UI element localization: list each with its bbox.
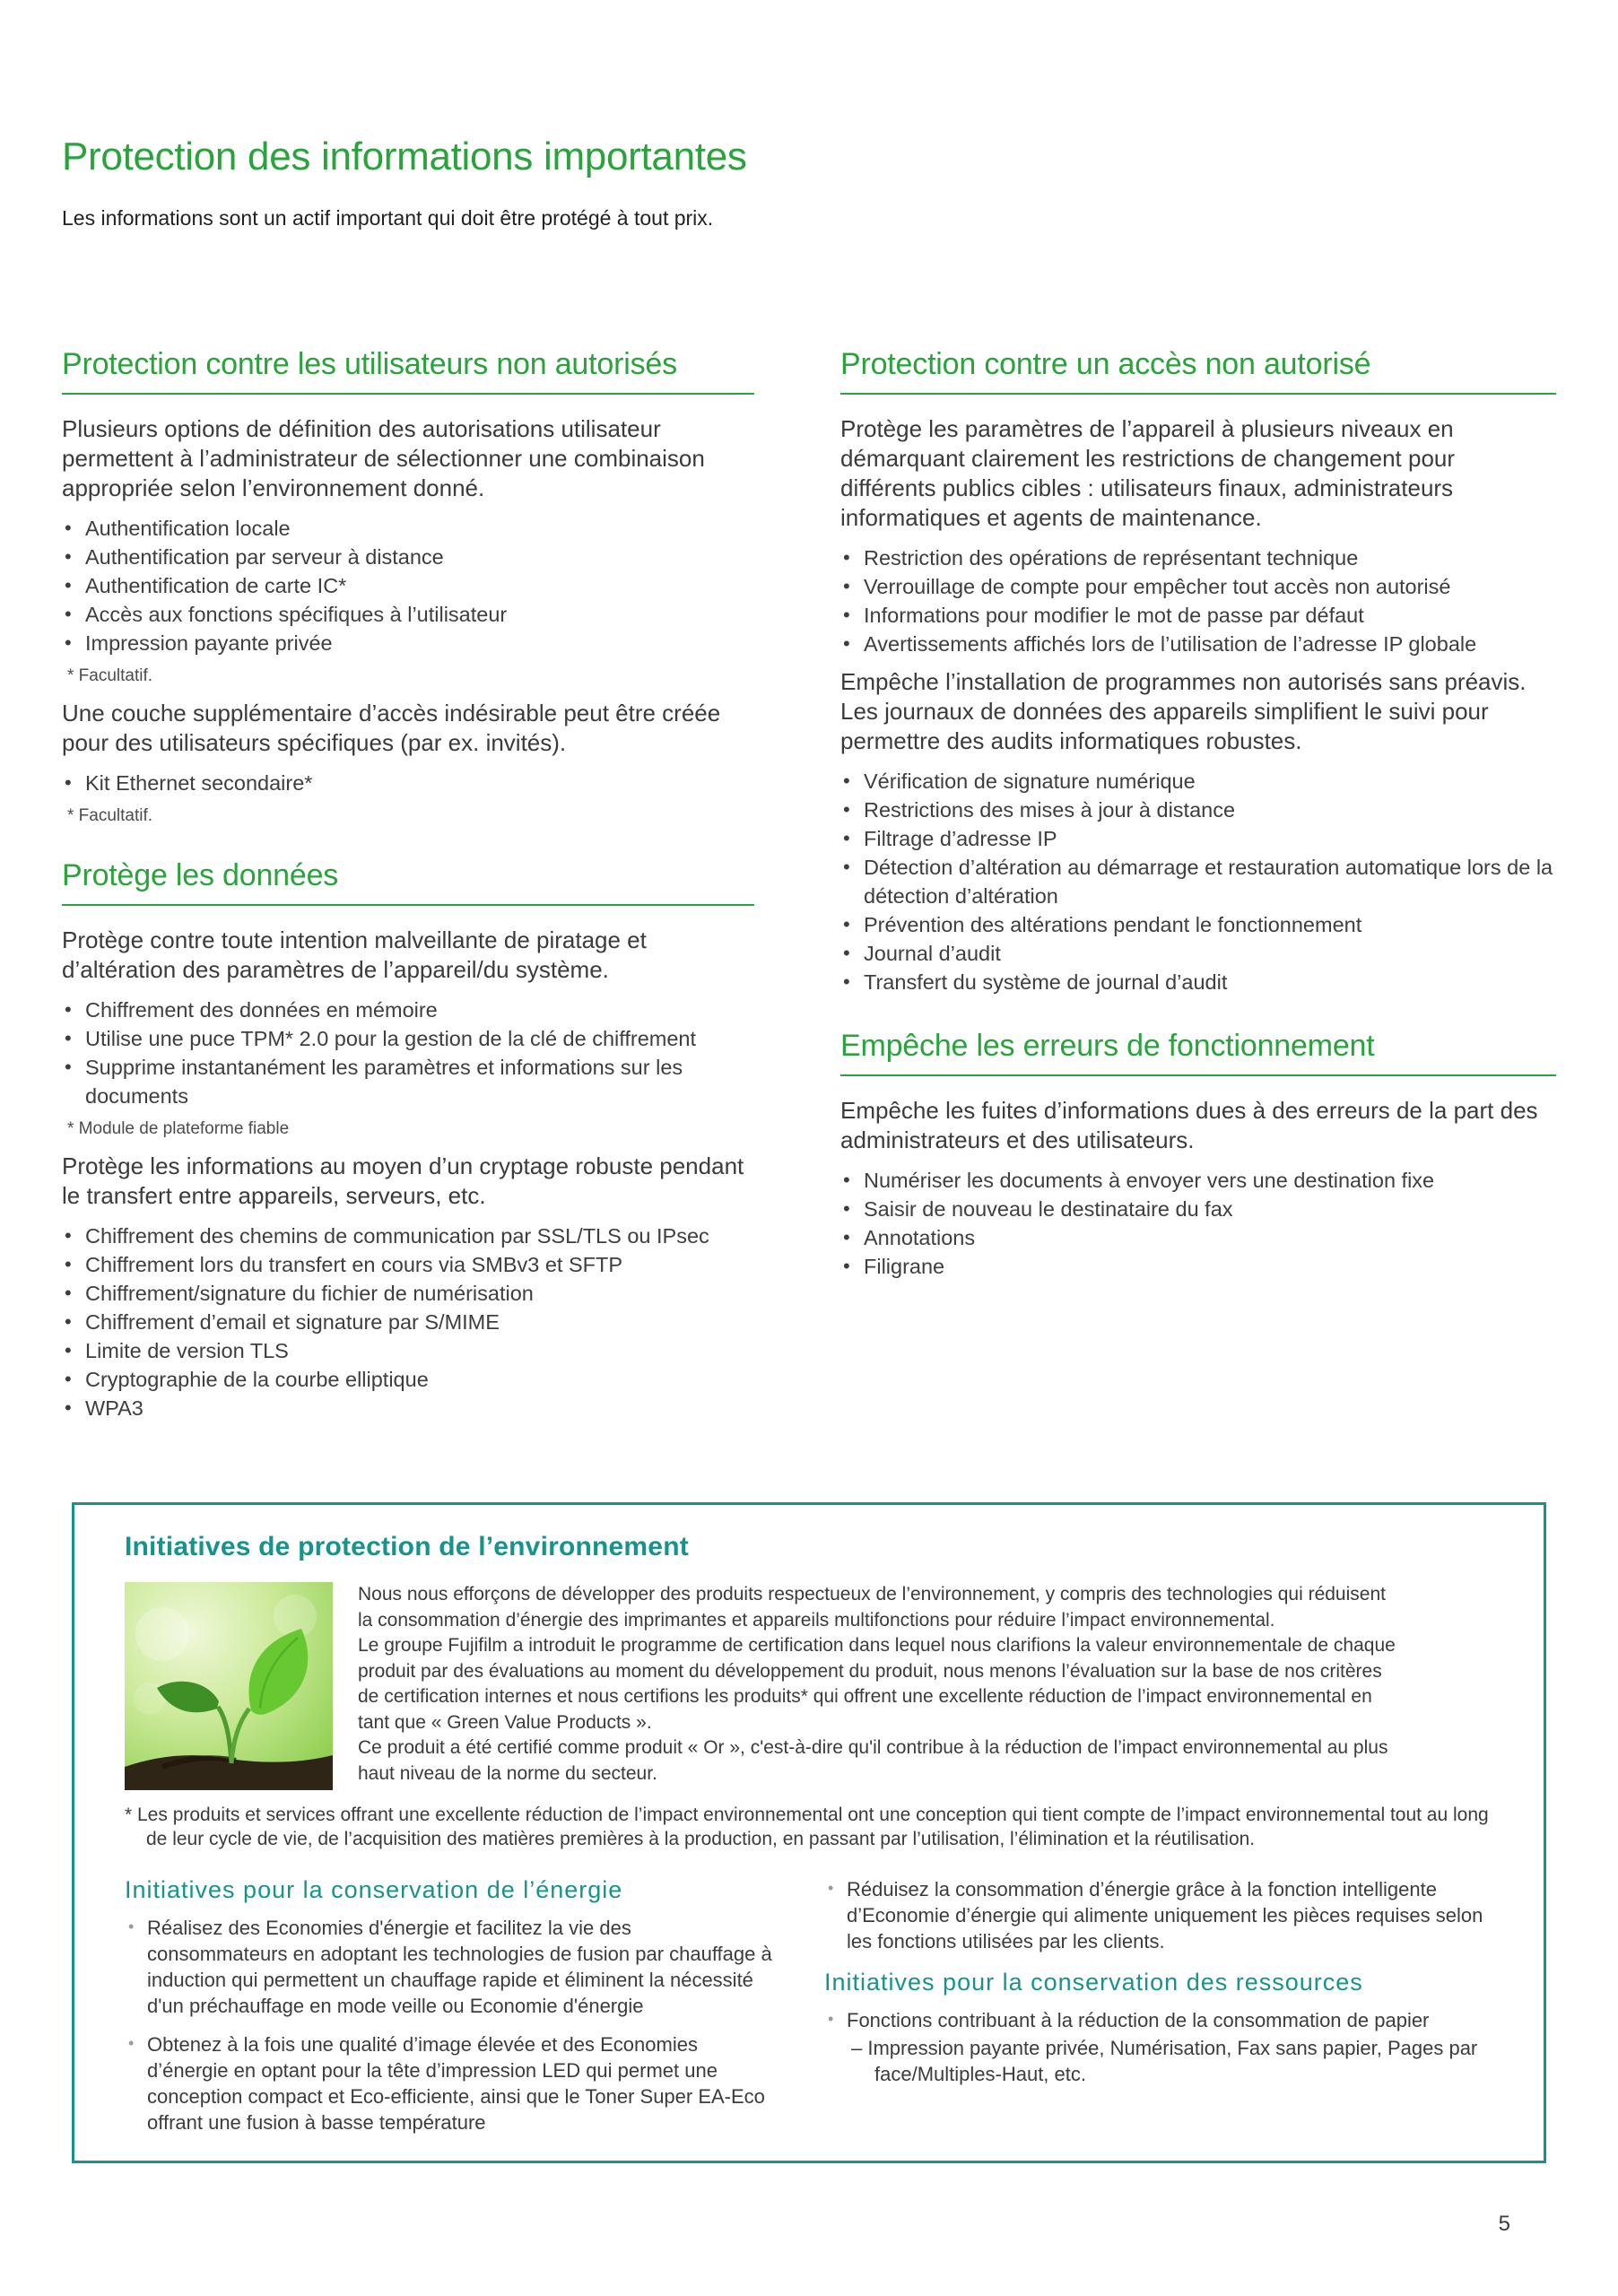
list-item: • Accès aux fonctions spécifiques à l’utilisateur (62, 600, 754, 629)
footnote: * Facultatif. (67, 806, 153, 825)
intro-paragraph: Nous nous efforçons de développer des produits respectueux de l’environnement, y compris des technologies qui réduisent la consommation d’énergie des imprimantes et appareils multifonctions pour réduire l’impact environnemental. (358, 1584, 1386, 1631)
section-protection-acces (840, 347, 1556, 996)
bullet-list (824, 2007, 1493, 2033)
list-item: • Kit Ethernet secondaire* (62, 769, 754, 797)
paragraph: Protège les informations au moyen d’un cryptage robuste pendant le transfert entre appareils, serveurs, etc. (62, 1152, 744, 1209)
list-item: • Cryptographie de la courbe elliptique (62, 1365, 754, 1394)
list-item: • Vérification de signature numérique (840, 767, 1556, 796)
bullet-list (62, 996, 754, 1110)
list-item: • Verrouillage de compte pour empêcher tout accès non autorisé (840, 572, 1556, 601)
bullet-list (840, 767, 1556, 996)
sub-list-item: – Impression payante privée, Numérisation, Fax sans papier, Pages par face/Multiples-Haut, etc. (851, 2037, 1478, 2085)
bullet-list (125, 1915, 774, 2135)
paragraph: Protège contre toute intention malveillante de piratage et d’altération des paramètres de l’appareil/du système. (62, 926, 647, 983)
list-item: • Réalisez des Economies d'énergie et facilitez la vie des consommateurs en adoptant les technologies de fusion par chauffage à induction qui permettent un chauffage rapide et éliminent la nécessité d'un préchauffage en mode veille ou Economie d'énergie (125, 1915, 774, 2019)
list-item: • Obtenez à la fois une qualité d’image élevée et des Economies d’énergie en optant pour la tête d’impression LED qui permet une conception compact et Eco-efficiente, ainsi que le Toner Super EA-Eco offrant une fusion à basse température (125, 2031, 774, 2135)
paragraph: Une couche supplémentaire d’accès indésirable peut être créée pour des utilisateurs spécifiques (par ex. invités). (62, 700, 721, 756)
list-item: • Informations pour modifier le mot de passe par défaut (840, 601, 1556, 630)
paragraph: Empêche les fuites d’informations dues à des erreurs de la part des administrateurs et des utilisateurs. (840, 1097, 1538, 1153)
intro-paragraph: Le groupe Fujifilm a introduit le programme de certification dans lequel nous clarifions la valeur environnementale de chaque produit par des évaluations au moment du développement du produit, nous menons l’évaluation sur la base de nos critères de certification internes et nous certifions les produits* qui offrent une excellente réduction de l’impact environnemental en tant que « Green Value Products ». (358, 1635, 1396, 1733)
page-header (0, 0, 1618, 230)
list-item: • Impression payante privée (62, 629, 754, 657)
list-item: • Authentification par serveur à distance (62, 543, 754, 571)
resources-conservation-column (824, 1876, 1493, 2135)
left-column (62, 347, 754, 1431)
environment-footnote: * Les produits et services offrant une excellente réduction de l’impact environnemental ont une conception qui tient compte de l’impact environnemental tout au long de leur cycle de vie, de l’acquisition des matières premières à la production, en passant par l’utilisation, l’élimination et la réutilisation. (125, 1805, 1489, 1849)
right-column (840, 347, 1556, 1290)
section-protection-utilisateurs (62, 347, 754, 826)
list-item: • Chiffrement lors du transfert en cours via SMBv3 et SFTP (62, 1250, 754, 1279)
list-item: • Restrictions des mises à jour à distance (840, 796, 1556, 824)
bullet-list (824, 1876, 1493, 1954)
section-heading: Protection contre un accès non autorisé (840, 347, 1556, 395)
list-item: • Détection d’altération au démarrage et restauration automatique lors de la détection d’altération (840, 853, 1556, 910)
section-heading: Protection contre les utilisateurs non autorisés (62, 347, 754, 395)
list-item: • Supprime instantanément les paramètres et informations sur les documents (62, 1053, 754, 1110)
paragraph: Plusieurs options de définition des autorisations utilisateur permettent à l’administrateur de sélectionner une combinaison appropriée selon l’environnement donné. (62, 415, 705, 501)
list-item: • Utilise une puce TPM* 2.0 pour la gestion de la clé de chiffrement (62, 1024, 754, 1053)
section-empeche-erreurs (840, 1029, 1556, 1281)
page-subtitle: Les informations sont un actif important qui doit être protégé à tout prix. (62, 206, 714, 230)
resources-heading: Initiatives pour la conservation des ressources (824, 1969, 1363, 1996)
section-heading: Empêche les erreurs de fonctionnement (840, 1029, 1556, 1076)
environment-subcolumns (125, 1876, 1493, 2135)
footnote: * Facultatif. (67, 666, 153, 685)
list-item: • Authentification locale (62, 514, 754, 543)
page-title: Protection des informations importantes (62, 135, 747, 178)
list-item: • Numériser les documents à envoyer vers une destination fixe (840, 1166, 1556, 1195)
section-heading: Protège les données (62, 858, 754, 906)
list-item: • Fonctions contribuant à la réduction de la consommation de papier (824, 2007, 1493, 2033)
bullet-list (840, 544, 1556, 658)
list-item: • Réduisez la consommation d’énergie grâce à la fonction intelligente d’Economie d’énergie qui alimente uniquement les pièces requises selon les fonctions utilisées par les clients. (824, 1876, 1493, 1954)
paragraph: Empêche l’installation de programmes non autorisés sans préavis. Les journaux de données des appareils simplifient le suivi pour permettre des audits informatiques robustes. (840, 668, 1527, 754)
list-item: • Chiffrement/signature du fichier de numérisation (62, 1279, 754, 1308)
intro-paragraph: Ce produit a été certifié comme produit « Or », c'est-à-dire qu'il contribue à la réduction de l’impact environnemental au plus haut niveau de la norme du secteur. (358, 1737, 1388, 1784)
list-item: • Saisir de nouveau le destinataire du fax (840, 1195, 1556, 1223)
bullet-list (840, 1166, 1556, 1281)
bullet-list (62, 769, 754, 797)
list-item: • Avertissements affichés lors de l’utilisation de l’adresse IP globale (840, 630, 1556, 658)
list-item: • Filigrane (840, 1252, 1556, 1281)
bullet-list (62, 1222, 754, 1422)
list-item: • WPA3 (62, 1394, 754, 1422)
list-item: • Limite de version TLS (62, 1336, 754, 1365)
bullet-list (62, 514, 754, 657)
environment-box-heading: Initiatives de protection de l’environnement (125, 1532, 689, 1561)
paragraph: Protège les paramètres de l’appareil à plusieurs niveaux en démarquant clairement les restrictions de changement pour différents publics cibles : utilisateurs finaux, administrateurs informatiques et agents de maintenance. (840, 415, 1456, 531)
environment-intro-row (125, 1582, 1493, 1790)
seedling-photo (125, 1582, 333, 1790)
footnote: * Module de plateforme fiable (67, 1119, 290, 1138)
environment-intro-text (358, 1582, 1398, 1787)
list-item: • Annotations (840, 1223, 1556, 1252)
environment-initiatives-box (72, 1502, 1546, 2163)
energy-heading: Initiatives pour la conservation de l’énergie (125, 1876, 623, 1903)
page-number: 5 (1498, 2212, 1510, 2236)
two-column-body (0, 347, 1618, 1488)
list-item: • Prévention des altérations pendant le fonctionnement (840, 910, 1556, 939)
list-item: • Filtrage d’adresse IP (840, 824, 1556, 853)
list-item: • Chiffrement d’email et signature par S/MIME (62, 1308, 754, 1336)
section-protege-les-donnees (62, 858, 754, 1422)
list-item: • Chiffrement des données en mémoire (62, 996, 754, 1024)
list-item: • Authentification de carte IC* (62, 571, 754, 600)
energy-conservation-column (125, 1876, 774, 2135)
list-item: • Restriction des opérations de représentant technique (840, 544, 1556, 572)
list-item: • Transfert du système de journal d’audit (840, 968, 1556, 996)
list-item: • Chiffrement des chemins de communication par SSL/TLS ou IPsec (62, 1222, 754, 1250)
list-item: • Journal d’audit (840, 939, 1556, 968)
